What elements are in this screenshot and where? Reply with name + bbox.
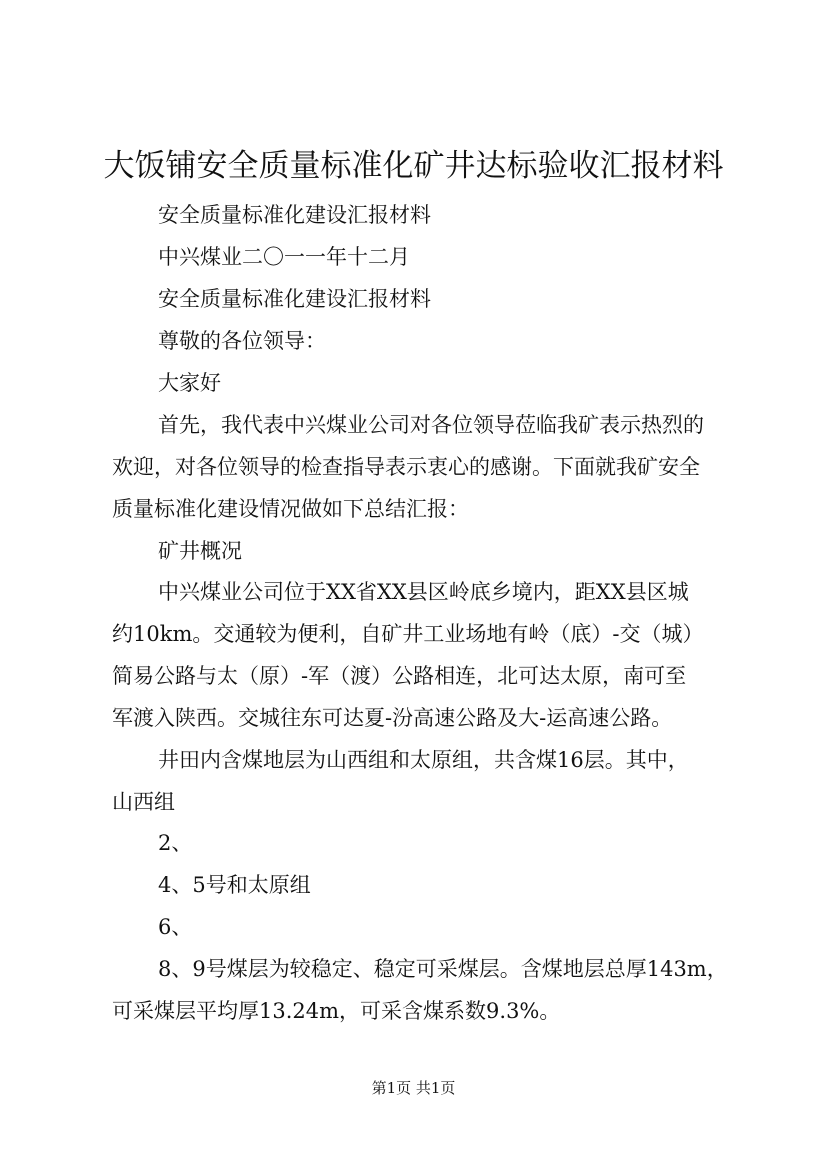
text-line: 中兴煤业二〇一一年十二月 [158,245,410,269]
paragraph-line: 军渡入陕西。交城往东可达夏-汾高速公路及大-运高速公路。 [112,706,673,730]
paragraph-line: 欢迎，对各位领导的检查指导表示衷心的感谢。下面就我矿安全 [112,455,700,479]
paragraph-line: 简易公路与太（原）-军（渡）公路相连，北可达太原，南可至 [112,664,687,688]
paragraph-line: 可采煤层平均厚13.24m，可采含煤系数9.3%。 [112,999,561,1023]
text-line: 2、 [158,831,193,855]
paragraph-line: 山西组 [112,790,175,814]
text-line: 安全质量标准化建设汇报材料 [158,287,431,311]
text-line: 4、5号和太原组 [158,873,311,897]
paragraph-line: 约10km。交通较为便利，自矿井工业场地有岭（底）-交（城） [112,622,704,646]
text-line: 大家好 [158,371,221,395]
paragraph-line: 井田内含煤地层为山西组和太原组，共含煤16层。其中， [158,748,689,772]
text-line: 6、 [158,915,193,939]
text-line: 安全质量标准化建设汇报材料 [158,203,431,227]
paragraph-line: 首先，我代表中兴煤业公司对各位领导莅临我矿表示热烈的 [158,413,704,437]
text-line: 尊敬的各位领导： [158,329,326,353]
page-footer: 第1页 共1页 [371,1079,456,1097]
document-title: 大饭铺安全质量标准化矿井达标验收汇报材料 [103,148,724,184]
paragraph-line: 质量标准化建设情况做如下总结汇报： [112,497,469,521]
paragraph-line: 中兴煤业公司位于XX省XX县区岭底乡境内，距XX县区城 [158,580,689,604]
paragraph-line: 8、9号煤层为较稳定、稳定可采煤层。含煤地层总厚143m， [158,957,728,981]
section-heading: 矿井概况 [158,539,242,563]
